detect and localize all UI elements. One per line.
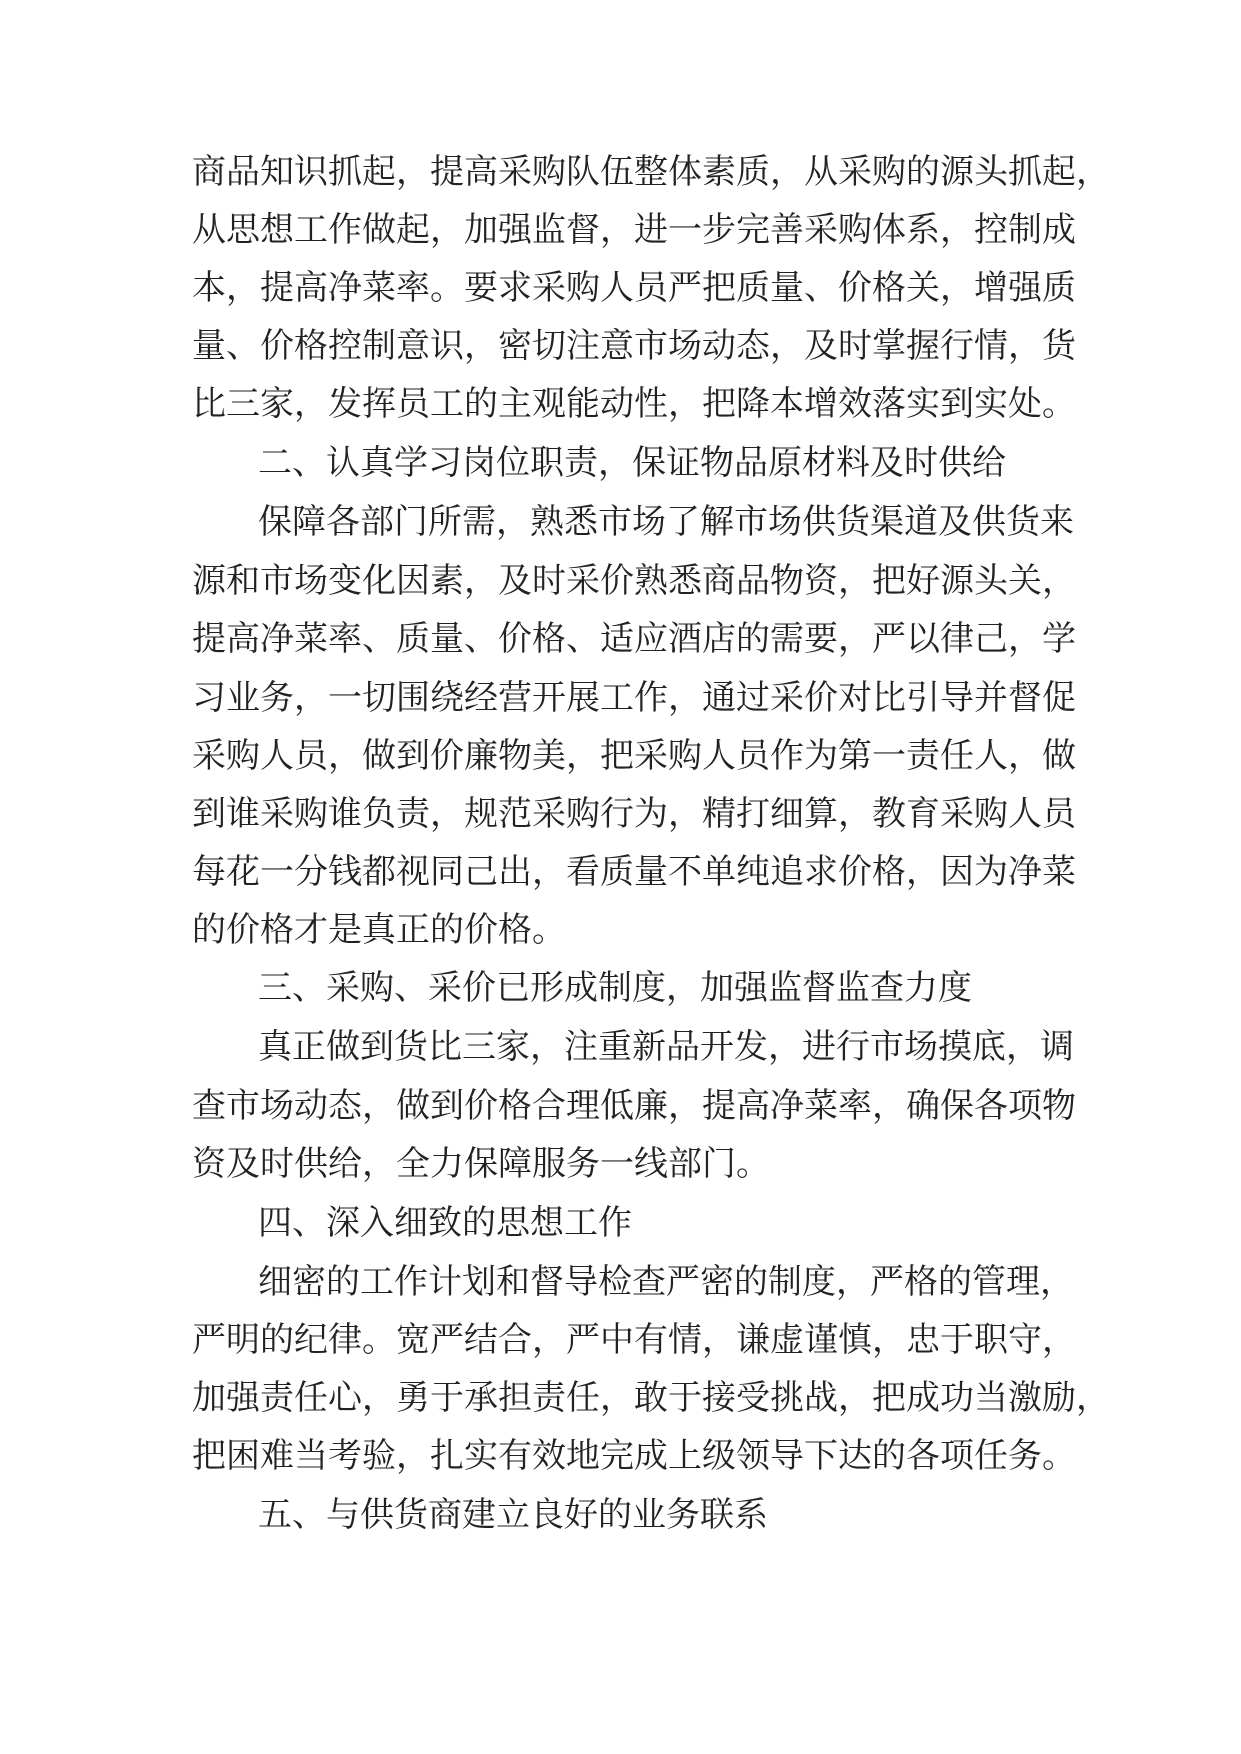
section-heading: 三、采购、采价已形成制度，加强监督监查力度 xyxy=(258,968,972,1008)
body-text-line: 习业务，一切围绕经营开展工作，通过采价对比引导并督促 xyxy=(192,678,1076,718)
body-text-line: 查市场动态，做到价格合理低廉，提高净菜率，确保各项物 xyxy=(192,1086,1076,1126)
body-text-line: 从思想工作做起，加强监督，进一步完善采购体系，控制成 xyxy=(192,210,1076,250)
body-text-line: 本，提高净菜率。要求采购人员严把质量、价格关，增强质 xyxy=(192,268,1076,308)
body-text-line: 提高净菜率、质量、价格、适应酒店的需要，严以律己，学 xyxy=(192,619,1076,659)
body-text-line: 源和市场变化因素，及时采价熟悉商品物资，把好源头关， xyxy=(192,561,1076,601)
body-text-line: 把困难当考验，扎实有效地完成上级领导下达的各项任务。 xyxy=(192,1436,1076,1476)
body-text-line: 真正做到货比三家，注重新品开发，进行市场摸底，调 xyxy=(258,1027,1074,1067)
body-text-line: 采购人员，做到价廉物美，把采购人员作为第一责任人，做 xyxy=(192,736,1076,776)
body-text-line: 比三家，发挥员工的主观能动性，把降本增效落实到实处。 xyxy=(192,384,1076,424)
section-heading: 四、深入细致的思想工作 xyxy=(258,1203,632,1243)
body-text-line: 加强责任心，勇于承担责任，敢于接受挑战，把成功当激励， xyxy=(192,1378,1110,1418)
section-heading: 二、认真学习岗位职责，保证物品原材料及时供给 xyxy=(258,443,1006,483)
section-heading: 五、与供货商建立良好的业务联系 xyxy=(258,1495,768,1535)
body-text-line: 商品知识抓起，提高采购队伍整体素质，从采购的源头抓起， xyxy=(192,152,1110,192)
body-text-line: 资及时供给，全力保障服务一线部门。 xyxy=(192,1144,770,1184)
body-text-line: 量、价格控制意识，密切注意市场动态，及时掌握行情，货 xyxy=(192,326,1076,366)
body-text-line: 细密的工作计划和督导检查严密的制度，严格的管理， xyxy=(258,1262,1074,1302)
body-text-line: 保障各部门所需，熟悉市场了解市场供货渠道及供货来 xyxy=(258,502,1074,542)
body-text-line: 严明的纪律。宽严结合，严中有情，谦虚谨慎，忠于职守， xyxy=(192,1320,1076,1360)
body-text-line: 的价格才是真正的价格。 xyxy=(192,910,566,950)
body-text-line: 到谁采购谁负责，规范采购行为，精打细算，教育采购人员 xyxy=(192,794,1076,834)
body-text-line: 每花一分钱都视同己出，看质量不单纯追求价格，因为净菜 xyxy=(192,852,1076,892)
